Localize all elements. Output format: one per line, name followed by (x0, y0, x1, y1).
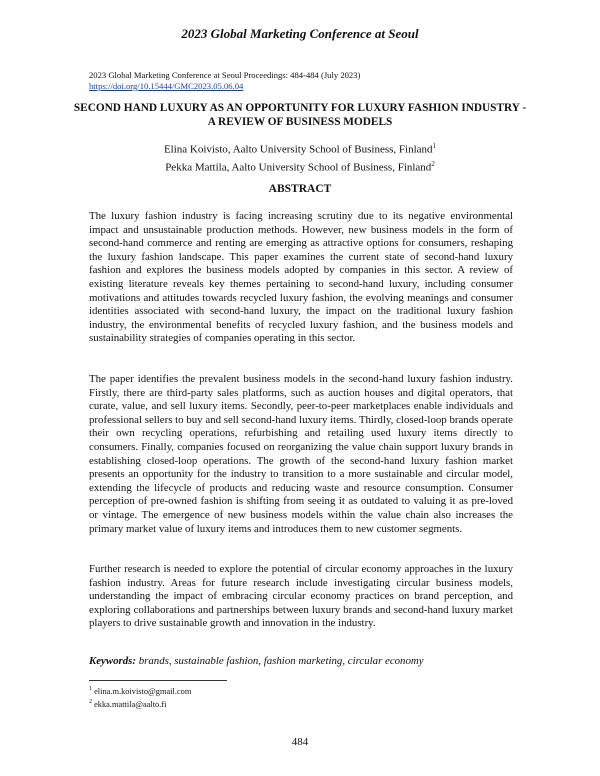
keywords-label: Keywords: (89, 655, 136, 667)
doi-link[interactable]: https://doi.org/10.15444/GMC2023.05.06.04 (89, 81, 244, 91)
footnote-divider (89, 680, 227, 681)
footnote (89, 684, 191, 697)
footnote-email: ekka.mattila@aalto.fi (94, 699, 167, 709)
abstract-paragraph: The luxury fashion industry is facing increasing scrutiny due to its negative environmental impact and unsustainable production methods. However, new business models in the form of second-hand commerce and renting are emerging as attractive options for consumers, reshaping the luxury fashion landscape. This paper examines the current state of second-hand luxury fashion and explores the business models adopted by companies in this sector. A review of existing literature reveals key themes pertaining to second-hand luxury, including consumer motivations and attitudes towards recycled luxury fashion, the evolving meanings and consumer identities associated with second-hand luxury, the impact on the traditional luxury fashion industry, the environmental benefits of recycled luxury fashion, and the business models and sustainability strategies of companies operating in this sector. (89, 210, 513, 345)
author-name: Elina Koivisto, Aalto University School of Business, Finland (163, 143, 433, 156)
abstract-paragraph: The paper identifies the prevalent business models in the second-hand luxury fashion industry. Firstly, there are third-party sales platforms, such as auction houses and digital operators, that curate, value, and sell luxury items. Secondly, peer-to-peer marketplaces enable individuals and professional sellers to buy and sell second-hand luxury items. Thirdly, closed-loop brands operate their own recycling operations, refurbishing and retailing used luxury items directly to consumers. Finally, companies focused on reorganizing the value chain support luxury brands in establishing closed-loop operations. The growth of the second-hand luxury fashion market presents an opportunity for the industry to transition to a more sustainable and circular model, extending the lifecycle of products and reducing waste and resource consumption. Consumer perception of pre-owned fashion is shifting from seeing it as outdated to valuing it as pre-loved or vintage. The emergence of new business models within the value chain also increases the primary market value of luxury items and introduces them to new customer segments. (89, 373, 513, 535)
author-name: Pekka Mattila, Aalto University School of Business, Finland (165, 161, 432, 174)
footnotes-block (89, 684, 191, 710)
authors-block (0, 139, 600, 175)
proceedings-block (89, 70, 360, 92)
keywords-text: brands, sustainable fashion, fashion marketing, circular economy (138, 655, 424, 667)
abstract-paragraph: Further research is needed to explore the potential of circular economy approaches in the luxury fashion industry. Areas for future research include investigating circular business models, understanding the impact of embracing circular economy practices on brand perception, and exploring collaborations and partnerships between luxury brands and second-hand luxury market players to drive sustainable growth and innovation in the industry. (89, 563, 513, 630)
author-line (0, 139, 600, 157)
footnote-mark: 2 (89, 698, 92, 705)
footnote-mark: 1 (432, 142, 437, 150)
abstract-heading: ABSTRACT (268, 183, 332, 195)
keywords-line (89, 655, 513, 667)
footnote-mark: 2 (431, 160, 435, 169)
footnote-email: elina.m.koivisto@gmail.com (94, 686, 192, 696)
page-number: 484 (291, 736, 309, 748)
author-line (0, 157, 600, 175)
proceedings-citation: 2023 Global Marketing Conference at Seoul Proceedings: 484-484 (July 2023) (89, 70, 361, 80)
footnote-mark: 1 (89, 686, 92, 692)
running-header: 2023 Global Marketing Conference at Seoul (181, 26, 419, 41)
paper-title: SECOND HAND LUXURY AS AN OPPORTUNITY FOR LUXURY FASHION INDUSTRY - A REVIEW OF BUSINESS MODELS (73, 102, 527, 128)
footnote (89, 697, 191, 710)
